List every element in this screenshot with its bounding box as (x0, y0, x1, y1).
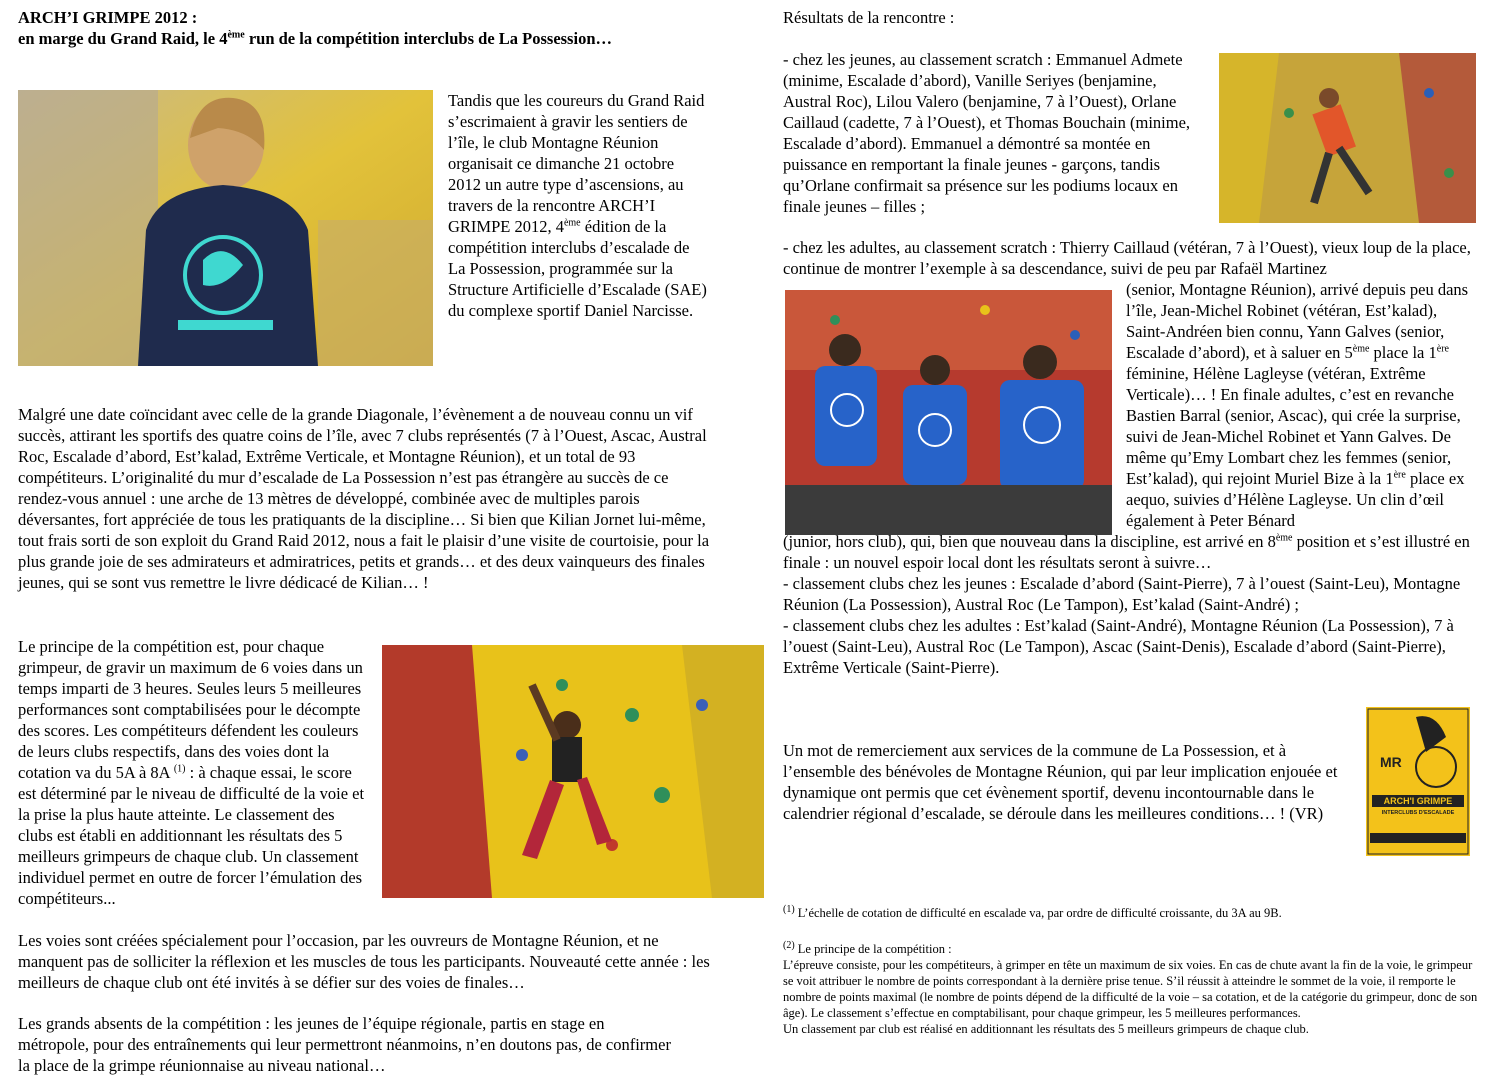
footnote-2-heading: $^{(2)}$ Le principe de la compétition : (783, 939, 952, 956)
poster-title: ARCH'I GRIMPE (1372, 795, 1464, 807)
event-poster (1366, 707, 1470, 856)
poster-footer-band (1370, 833, 1466, 843)
results-clubs-jeunes: - classement clubs chez les jeunes : Escalade d’abord (Saint-Pierre), 7 à l’ouest (Saint-Leu), Montagne Réunion (La Possession), Austral Roc (Le Tampon), Est’kalad (Saint-André) ; (783, 574, 1461, 614)
results-adultes-benard: (junior, hors club), qui, bien que nouveau dans la discipline, est arrivé en 8ème position et s’est illustré en finale : un nouvel espoir local dont les résultats seront à suivre… (783, 532, 1470, 572)
photo-climber-overhang (1219, 53, 1476, 223)
paragraph-succes: Malgré une date coïncidant avec celle de la grande Diagonale, l’évènement a de nouveau connu un vif succès, attirant les sportifs des quatre coins de l’île, avec 7 clubs représentés (7 à l’Ouest, Ascac, Austral Roc, Escalade d’abord, Est’kalad, Extrême Verticale, et Montagne Réunion), et un total de 93 compétiteurs. L’originalité du mur d’escalade de La Possession n’est pas étrangère au succès de ce rendez-vous annuel : une arche de 13 mètres de développé, combinée avec de multiples parois déversantes, fort appréciée de tous les pratiquants de la discipline… Si bien que Kilian Jornet lui-même, tout frais sorti de son exploit du Grand Raid 2012, nous a fait le plaisir d’une visite de courtoisie, pour la plus grande joie de ses admirateurs et admiratrices, petits et grands… et des deux vainqueurs des finales jeunes, qui se sont vus remettre le livre dédicacé de Kilian… ! (18, 405, 710, 592)
photo-woman-tshirt (18, 90, 433, 366)
poster-subtitle: INTERCLUBS D'ESCALADE (1381, 810, 1455, 816)
svg-text:MR: MR (1380, 754, 1402, 770)
footnote-2-last: Un classement par club est réalisé en additionnant les résultats des 5 meilleurs grimpeurs de chaque club. (783, 1022, 1309, 1036)
results-adultes-intro: - chez les adultes, au classement scratch : Thierry Caillaud (vétéran, 7 à l’Ouest), vieux loup de la place, continue de montrer l’exemple à sa descendance, suivi de peu par Rafaël Martinez (783, 238, 1471, 278)
paragraph-absents: Les grands absents de la compétition : les jeunes de l’équipe régionale, partis en stage en métropole, pour des entraînements qui leur permettront néanmoins, n’en doutons pas, de confirmer la place de la grimpe réunionnaise au niveau national… (18, 1014, 671, 1075)
paragraph-principe: Le principe de la compétition est, pour chaque grimpeur, de gravir un maximum de 6 voies dans un temps imparti de 3 heures. Seules leurs 5 meilleures performances sont comptabilisées pour le décompte des scores. Les compétiteurs défendent les couleurs de leurs clubs respectifs, dans des voies dont la cotation va du 5A à 8A $^{(1)}$ : à chaque essai, le score est déterminé par le niveau de difficulté de la voie et la prise la plus haute atteinte. Le classement des clubs est établi en additionnant les résultats des 5 meilleurs grimpeurs de chaque club. Un classement individuel permet en outre de forcer l’émulation des compétiteurs... (18, 637, 365, 908)
results-jeunes: - chez les jeunes, au classement scratch : Emmanuel Admete (minime, Escalade d’abord), Vanille Seriyes (benjamine, Austral Roc), Lilou Valero (benjamine, 7 à l’Ouest), Orlane Caillaud (cadette, 7 à l’Ouest), et Thomas Bouchain (minime, Escalade d’abord). Emmanuel a démontré sa montée en puissance en remportant la finale jeunes - garçons, tandis qu’Orlane confirmait sa présence sur les podiums locaux en finale jeunes – filles ; (783, 50, 1191, 216)
results-adultes-details: (senior, Montagne Réunion), arrivé depuis peu dans l’île, Jean-Michel Robinet (vétéran, Est’kalad), Saint-Andréen bien connu, Yann Galves (senior, Escalade d’abord), et à saluer en 5ème place la 1ère féminine, Hélène Lagleyse (vétéran, Extrême Verticale)… ! En finale adultes, c’est en revanche Bastien Barral (senior, Ascac), qui crée la surprise, suivi de Jean-Michel Robinet et Yann Galves. De même qu’Emy Lombart chez les femmes (senior, Est’kalad), qui rejoint Muriel Bize à la 1ère place ex aequo, suivies d’Hélène Lagleyse. Un clin d’œil également à Peter Bénard (1126, 280, 1469, 530)
title-line-1: ARCH’I GRIMPE 2012 : (18, 8, 198, 27)
photo-climber-yellow-wall (382, 645, 764, 898)
footnote-2 (783, 941, 1483, 1037)
footnote-1: $^{(1)}$ L’échelle de cotation de difficulté en escalade va, par ordre de difficulté croissante, du 3A au 9B. (783, 903, 1282, 920)
photo-group-blue-shirts (785, 290, 1112, 535)
results-clubs-adultes: - classement clubs chez les adultes : Est’kalad (Saint-André), Montagne Réunion (La Possession), 7 à l’ouest (Saint-Leu), Austral Roc (Le Tampon), Ascac (Saint-Denis), Escalade d’abord (Saint-Pierre), Extrême Verticale (Saint-Pierre). (783, 616, 1454, 677)
paragraph-voies: Les voies sont créées spécialement pour l’occasion, par les ouvreurs de Montagne Réunion, et ne manquent pas de solliciter la réflexion et les muscles de tous les participants. Nouveauté cette année : les meilleurs de chaque club ont été invités à se défier sur des voies de finales… (18, 931, 710, 992)
thanks-paragraph: Un mot de remerciement aux services de la commune de La Possession, et à l’ensemble des bénévoles de Montagne Réunion, qui par leur implication enjouée et dynamique ont permis que cet évènement sportif, devenu incontournable dans le calendrier régional d’escalade, se déroule dans les meilleures conditions… ! (VR) (783, 741, 1338, 823)
intro-paragraph: Tandis que les coureurs du Grand Raid s’escrimaient à gravir les sentiers de l’île, le club Montagne Réunion organisait ce dimanche 21 octobre 2012 un autre type d’ascensions, au travers de la rencontre ARCH’I GRIMPE 2012, 4ème édition de la compétition interclubs d’escalade de La Possession, programmée sur la Structure Artificielle d’Escalade (SAE) du complexe sportif Daniel Narcisse. (448, 91, 707, 320)
article-title (18, 7, 758, 49)
footnote-2-body: L’épreuve consiste, pour les compétiteurs, à grimper en tête un maximum de six voies. En cas de chute avant la fin de la voie, le grimpeur se voit attribuer le nombre de points correspondant à la dernière prise tenue. S’il réussit à atteindre le sommet de la voie, il remporte le nombre de points maximal (le nombre de points dépend de la difficulté de la voie – sa cotation, et de la catégorie du grimpeur, donc de son âge). Le classement s’effectue en comptabilisant, pour chaque grimpeur, les 5 meilleures performances. (783, 958, 1478, 1020)
results-heading: Résultats de la rencontre : (783, 8, 955, 27)
title-line-2: en marge du Grand Raid, le 4ème run de la compétition interclubs de La Possession… (18, 29, 612, 48)
results-adultes-end (783, 531, 1473, 678)
